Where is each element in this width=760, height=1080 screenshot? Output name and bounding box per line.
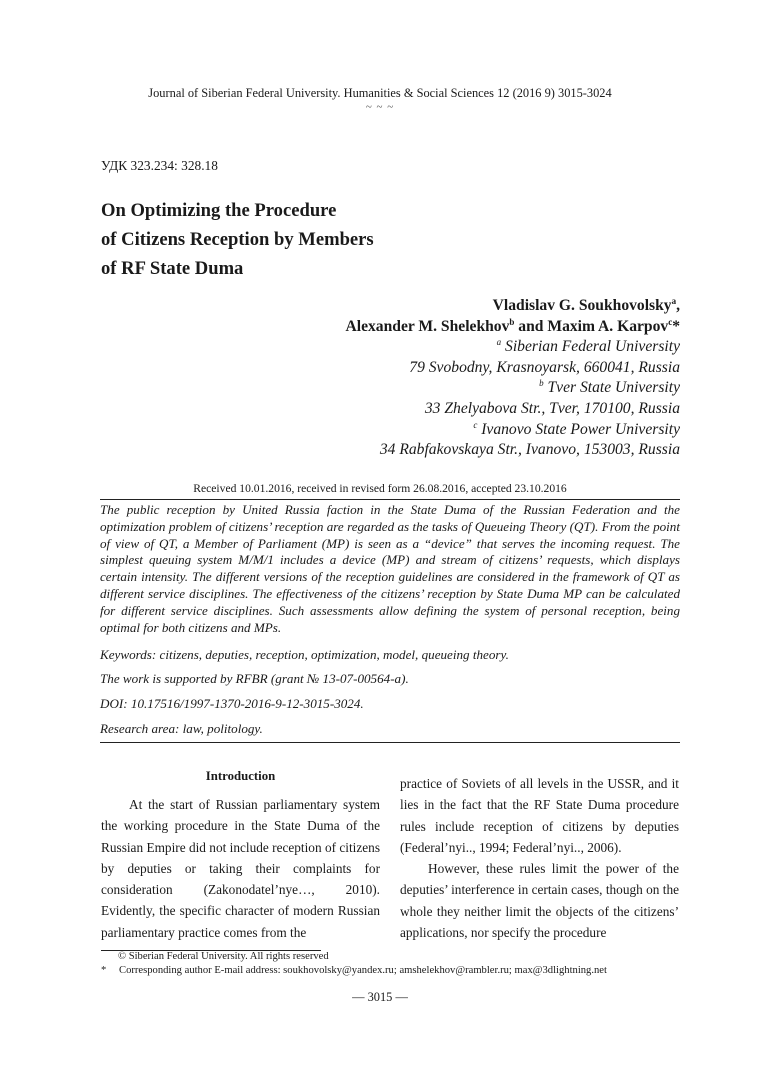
affiliation-b-name: Tver State University xyxy=(547,379,680,397)
author-3-name: Maxim A. Karpov xyxy=(547,317,669,335)
keywords: Keywords: citizens, deputies, reception, optimization, model, queueing theory. xyxy=(100,647,509,662)
author-line-2 xyxy=(346,317,681,338)
abstract-bottom-rule xyxy=(100,742,680,743)
affiliation-b-sup: b xyxy=(539,378,544,389)
footnote-corresponding xyxy=(101,965,607,976)
affiliation-b-address: 33 Zhelyabova Str., Tver, 170100, Russia xyxy=(424,399,680,417)
paragraph-right-2: However, these rules limit the power of the deputies’ interference in certain cases, though on the whole they neither limit the objects of the citizens’ applications, nor specify the procedure xyxy=(400,861,679,941)
udk-code: УДК 323.234: 328.18 xyxy=(101,158,218,173)
title-line-1: On Optimizing the Procedure xyxy=(101,200,337,221)
author-2-name: Alexander M. Shelekhov xyxy=(345,317,510,335)
footnote-copyright: © Siberian Federal University. All rights reserved xyxy=(118,951,329,962)
author-block xyxy=(346,296,681,461)
author-1-sep: , xyxy=(676,297,680,314)
journal-header: Journal of Siberian Federal University. Humanities & Social Sciences 12 (2016 9) 3015-3024 xyxy=(148,86,612,100)
affiliation-c-name: Ivanovo State Power University xyxy=(481,420,680,438)
body-column-right xyxy=(400,773,679,943)
research-area: Research area: law, politology. xyxy=(100,721,263,736)
paragraph-left: At the start of Russian parliamentary system the working procedure in the State Duma of the Russian Empire did not include reception of citizens by deputies or taking their complaints for consideration (Zakonodatel’nye…, 2010). Evidently, the specific character of modern Russian parliamentary practice comes from the xyxy=(101,797,380,940)
author-3-star: * xyxy=(672,317,680,335)
funding-note: The work is supported by RFBR (grant № 13-07-00564-a). xyxy=(100,671,409,686)
author-2-sup: b xyxy=(509,316,515,327)
affiliation-b xyxy=(346,378,681,399)
paragraph-right-1: practice of Soviets of all levels in the USSR, and it lies in the fact that the RF State Duma procedure rules include reception of citizens by deputies (Federal’nyi.., 1994; Federal’nyi.., 2006). xyxy=(400,776,679,855)
affiliation-a-sup: a xyxy=(496,337,502,348)
title-line-2: of Citizens Reception by Members xyxy=(101,229,374,250)
received-dates: Received 10.01.2016, received in revised form 26.08.2016, accepted 23.10.2016 xyxy=(193,482,567,495)
section-heading-introduction: Introduction xyxy=(205,769,276,783)
footnote-corresponding-text: Corresponding author E-mail address: soukhovolsky@yandex.ru; amshelekhov@rambler.ru; max@3dlightning.net xyxy=(119,965,607,976)
author-1-name: Vladislav G. Soukhovolsky xyxy=(492,297,672,314)
affiliation-c xyxy=(346,420,681,441)
affiliation-a xyxy=(346,337,681,358)
affiliation-c-address: 34 Rabfakovskaya Str., Ivanovo, 153003, Russia xyxy=(379,441,680,459)
abstract-top-rule xyxy=(100,499,680,500)
abstract: The public reception by United Russia faction in the State Duma of the Russian Federation and the optimization problem of citizens’ reception are regarded as the tasks of Queueing Theory (QT). From the point of view of QT, a Member of Parliament (MP) is seen as a “device” that serves the incoming request. The simplest queuing system M/M/1 includes a device (MP) and stream of citizens’ requests, which displays certain intensity. The different versions of the reception guidelines are considered in the framework of QT as different service disciplines. The effectiveness of the citizens’ reception by State Duma MP can be calculated for different service disciplines. Such assessments allow defining the system of personal reception, being optimal for both citizens and MPs. xyxy=(100,502,680,635)
author-line-1 xyxy=(346,296,681,317)
page-number: — 3015 — xyxy=(352,990,408,1004)
author-1-sup: a xyxy=(671,296,677,306)
affiliation-a-name: Siberian Federal University xyxy=(505,338,680,356)
article-title xyxy=(101,196,374,283)
author-3-sup: c xyxy=(668,316,673,327)
title-line-3: of RF State Duma xyxy=(101,258,244,279)
author-and: and xyxy=(514,317,548,335)
footnote-star: * xyxy=(101,965,107,976)
doi: DOI: 10.17516/1997-1370-2016-9-12-3015-3024. xyxy=(100,696,364,711)
affiliation-a-address: 79 Svobodny, Krasnoyarsk, 660041, Russia xyxy=(409,358,680,376)
body-column-left xyxy=(101,766,380,943)
affiliation-c-sup: c xyxy=(473,419,478,430)
header-ornament: ~ ~ ~ xyxy=(365,101,395,113)
